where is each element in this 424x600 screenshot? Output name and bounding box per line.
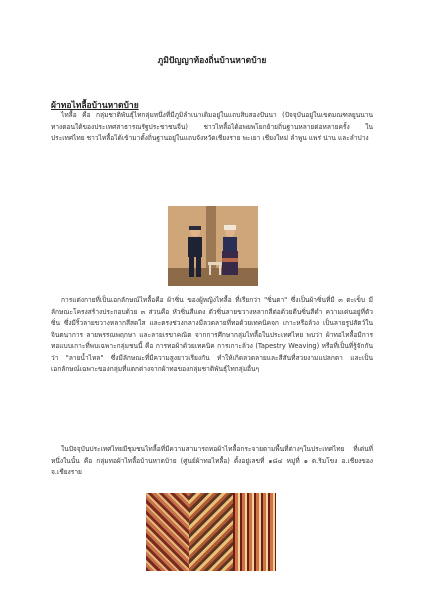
paragraph-community: ในปัจจุบันประเทศไทยมีชุมชนไทลื้อที่มีความสามารถทอผ้าไทลื้อกระจายตามพื้นที่ต่างๆในประเทศไทย ที่เด่นที่หนึ่งในนั้น คือ กลุ่มทอผ้าไทลื้อบ้านหาดบ้าย (ศูนย์ผ้าทอไทลื้อ) ตั้งอยู่เลขที่ ๑๘๔ หมู่ที่ ๑ ต.ริมโขง อ.เชียงของ จ.เชียงราย (51, 445, 373, 476)
tai-lue-couple-photo (168, 206, 258, 286)
section-heading: ผ้าทอไทลื้อบ้านหาดบ้าย (51, 101, 139, 111)
paragraph-textile: การแต่งกายที่เป็นเอกลักษณ์ไทลื้อคือ ผ้าซิ่น ของผู้หญิงไทลื้อ ที่เรียกว่า "ซิ่นตา" ซึ่งเป็นผ้าซิ่นที่มี ๓ ตะเข็บ มีลักษณะโครงสร้างประกอบด้วย ๓ ส่วนคือ หัวซิ่นสีแดง ตัวซิ่นลายขวางหลากสีต่อด้วยตีนซิ่นสีดำ ความเด่นอยู่ที่ตัวซิ่น ซึ่งมีริ้วลายขวางหลากสีสดใส และตรงช่วงกลางมีลวดลายที่ทอด้วยเทคนิคจก เกาะหรือล้วง เป็นลายรูปสัตว์ในจินตนาการ ลายพรรณพฤกษา และลายเรขาคณิต จากการศึกษากลุ่มไทลื้อในประเทศไทย พบว่า ผ้าทอไทลื้อมีการทอแบบเกาะที่พบเฉพาะกลุ่มชนนี้ คือ การทอผ้าด้วยเทคนิค การเกาะล้วง (Tapestry Weaving) หรือที่เป็นที่รู้จักกันว่า "ลายน้ำไหล" ซึ่งมีลักษณะที่มีความสูงยาวเรียงกัน ทำให้เกิดลวดลายและสีสันที่สวยงามแปลกตา และเป็นเอกลักษณ์เฉพาะของกลุ่มที่แตกต่างจากผ้าทอของกลุ่มชาติพันธุ์ไทกลุ่มอื่นๆ (51, 296, 373, 373)
woven-fabric-photos (146, 493, 276, 571)
fabric-photo-2 (189, 493, 232, 571)
document-title: ภูมิปัญญาท้องถิ่นบ้านหาดบ้าย (157, 56, 267, 66)
fabric-photo-1 (146, 493, 189, 571)
paragraph-intro: ไทลื้อ คือ กลุ่มชาติพันธุ์ไทกลุ่มหนึ่งที่มีภูมิลำเนาเดิมอยู่ในแถบสิบสองปันนา (ปัจจุบันอยู่ในเขตมณฑลยูนนาน ทางตอนใต้ของประเทศสาธารณรัฐประชาชนจีน) ชาวไทลื้อได้อพยพโยกย้ายถิ่นฐานหลายต่อหลายครั้ง ในประเทศไทย ชาวไทลื้อได้เข้ามาตั้งถิ่นฐานอยู่ในแถบจังหวัดเชียงราย พะเยา เชียงใหม่ ลำพูน แพร่ น่าน และลำปาง (51, 111, 373, 142)
couple-illustration (168, 206, 258, 286)
fabric-photo-3 (233, 493, 276, 571)
